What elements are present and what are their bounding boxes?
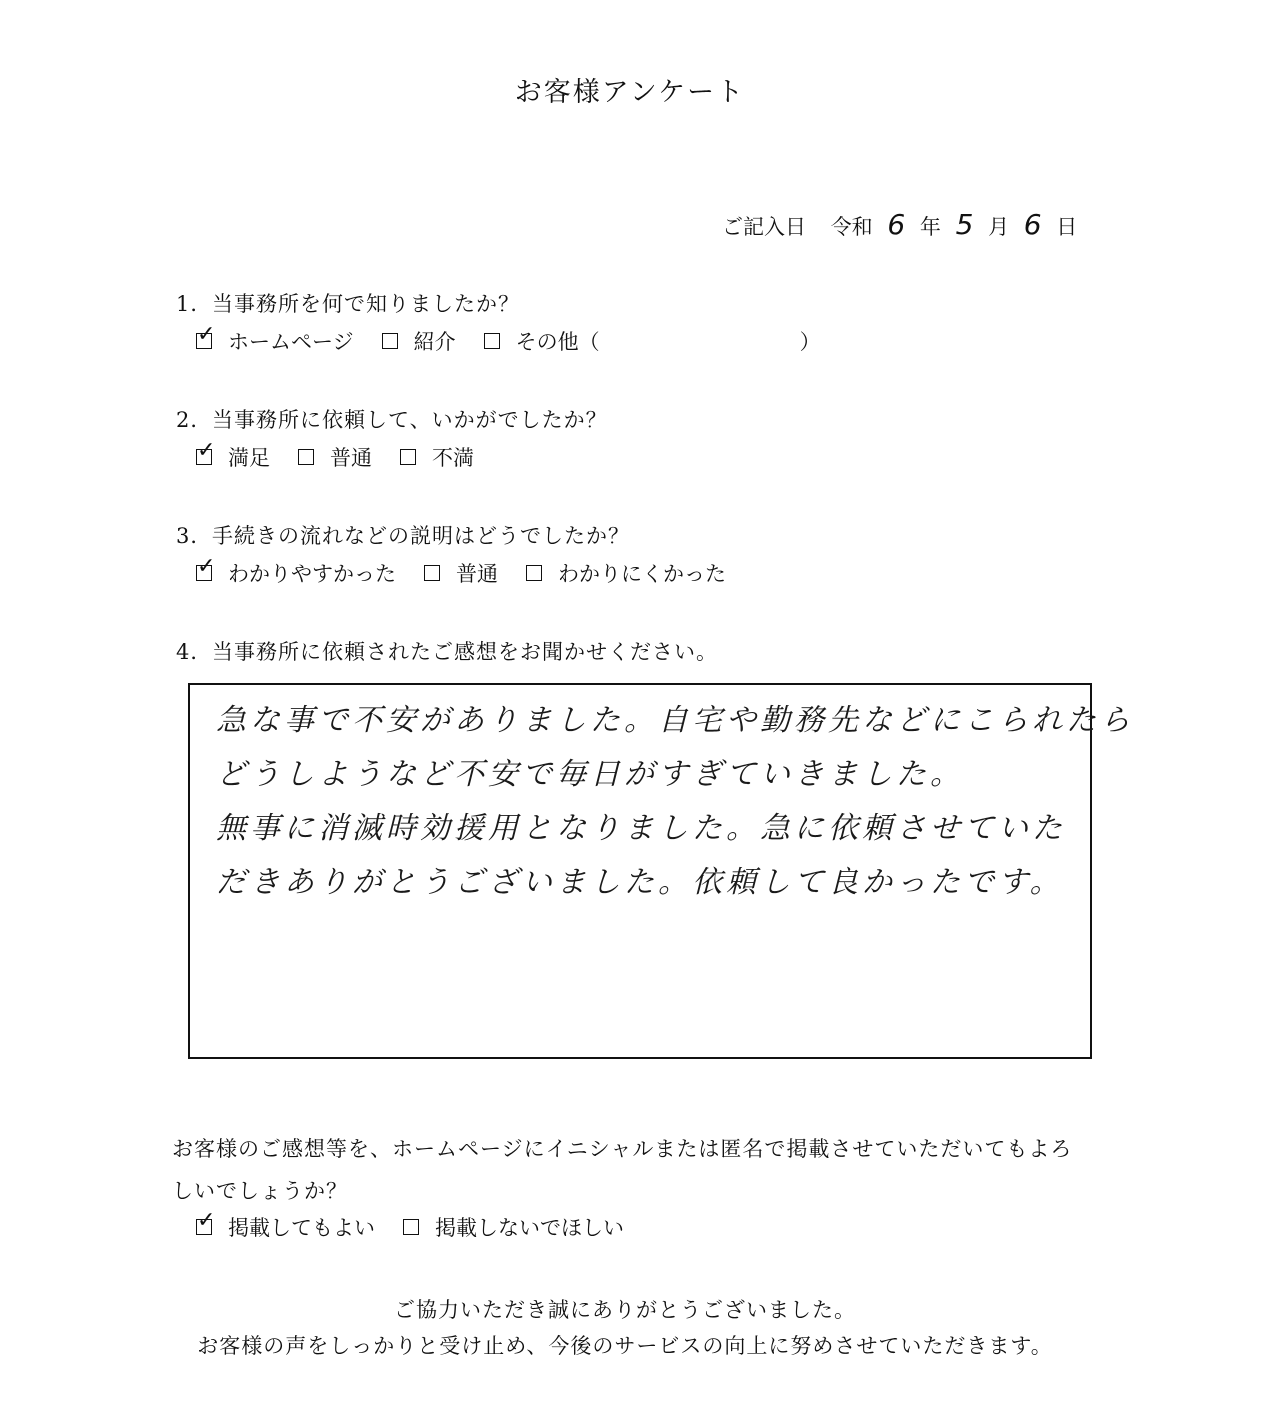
consent-options <box>196 1212 652 1242</box>
checkbox[interactable] <box>403 1219 419 1235</box>
checkbox[interactable] <box>484 333 500 349</box>
q1-option-other[interactable] <box>484 326 821 356</box>
option-label: その他（ <box>515 330 600 354</box>
comment-line: だきありがとうございました。依頼して良かったです。 <box>216 865 1064 900</box>
checkbox[interactable] <box>400 449 416 465</box>
question-1-number: 1． <box>176 292 213 316</box>
question-3-number: 3． <box>176 524 213 548</box>
checkbox-checked[interactable] <box>196 1219 212 1235</box>
comment-line: 急な事で不安がありました。自宅や勤務先などにこられたら <box>216 703 1134 738</box>
question-4-number: 4． <box>176 640 213 664</box>
thanks-line-1: ご協力いただき誠にありがとうございました。 <box>394 1298 856 1322</box>
survey-title: お客様アンケート <box>514 77 746 108</box>
option-label: 普通 <box>330 446 372 470</box>
question-1-text: 当事務所を何で知りましたか？ <box>212 292 520 316</box>
question-3-options <box>196 558 754 588</box>
option-label: 満足 <box>228 446 270 470</box>
question-3-text: 手続きの流れなどの説明はどうでしたか？ <box>212 524 630 548</box>
other-close-paren: ） <box>799 330 821 354</box>
option-label: 紹介 <box>413 330 456 354</box>
option-label: 普通 <box>456 562 498 586</box>
date-label: ご記入日 <box>722 215 806 239</box>
checkbox[interactable] <box>382 333 398 349</box>
q1-option-referral[interactable] <box>382 326 456 356</box>
question-4 <box>176 636 718 666</box>
date-day-unit: 日 <box>1056 215 1078 239</box>
q2-option-satisfied[interactable] <box>196 442 270 472</box>
thanks-line-2: お客様の声をしっかりと受け止め、今後のサービスの向上に努めさせていただきます。 <box>197 1334 1053 1358</box>
option-label: 掲載してもよい <box>228 1216 375 1240</box>
consent-option-allow[interactable] <box>196 1212 375 1242</box>
date-field <box>722 208 1077 241</box>
q1-option-homepage[interactable] <box>196 326 354 356</box>
option-label: わかりやすかった <box>228 562 396 586</box>
q3-option-unclear[interactable] <box>526 558 726 588</box>
question-2-options <box>196 442 502 472</box>
q2-option-normal[interactable] <box>298 442 372 472</box>
option-label: わかりにくかった <box>558 562 726 586</box>
comment-line: 無事に消滅時効援用となりました。急に依頼させていた <box>216 811 1066 846</box>
question-3 <box>176 520 630 550</box>
comment-textarea[interactable] <box>188 683 1134 1059</box>
date-year-unit: 年 <box>919 215 941 239</box>
date-era: 令和 <box>830 215 873 239</box>
question-2 <box>176 404 608 434</box>
option-label: 不満 <box>432 446 474 470</box>
question-4-text: 当事務所に依頼されたご感想をお聞かせください。 <box>212 640 718 664</box>
date-month-unit: 月 <box>988 215 1010 239</box>
q3-option-normal[interactable] <box>424 558 498 588</box>
checkbox-checked[interactable] <box>196 449 212 465</box>
date-year: 6 <box>887 208 906 241</box>
question-2-number: 2． <box>176 408 213 432</box>
checkbox[interactable] <box>424 565 440 581</box>
question-2-text: 当事務所に依頼して、いかがでしたか？ <box>212 408 608 432</box>
date-month: 5 <box>955 208 974 241</box>
date-day: 6 <box>1023 208 1042 241</box>
comment-line: どうしようなど不安で毎日がすぎていきました。 <box>216 757 964 792</box>
checkbox[interactable] <box>298 449 314 465</box>
q2-option-dissatisfied[interactable] <box>400 442 474 472</box>
checkbox-checked[interactable] <box>196 565 212 581</box>
q3-option-clear[interactable] <box>196 558 396 588</box>
checkbox[interactable] <box>526 565 542 581</box>
question-1-options <box>196 326 849 356</box>
consent-option-deny[interactable] <box>403 1212 624 1242</box>
option-label: ホームページ <box>228 330 354 354</box>
consent-question: お客様のご感想等を、ホームページにイニシャルまたは匿名で掲載させていただいてもよろしいでしょうか？ <box>172 1137 1073 1203</box>
checkbox-checked[interactable] <box>196 333 212 349</box>
option-label: 掲載しないでほしい <box>435 1216 624 1240</box>
question-1 <box>176 288 520 318</box>
